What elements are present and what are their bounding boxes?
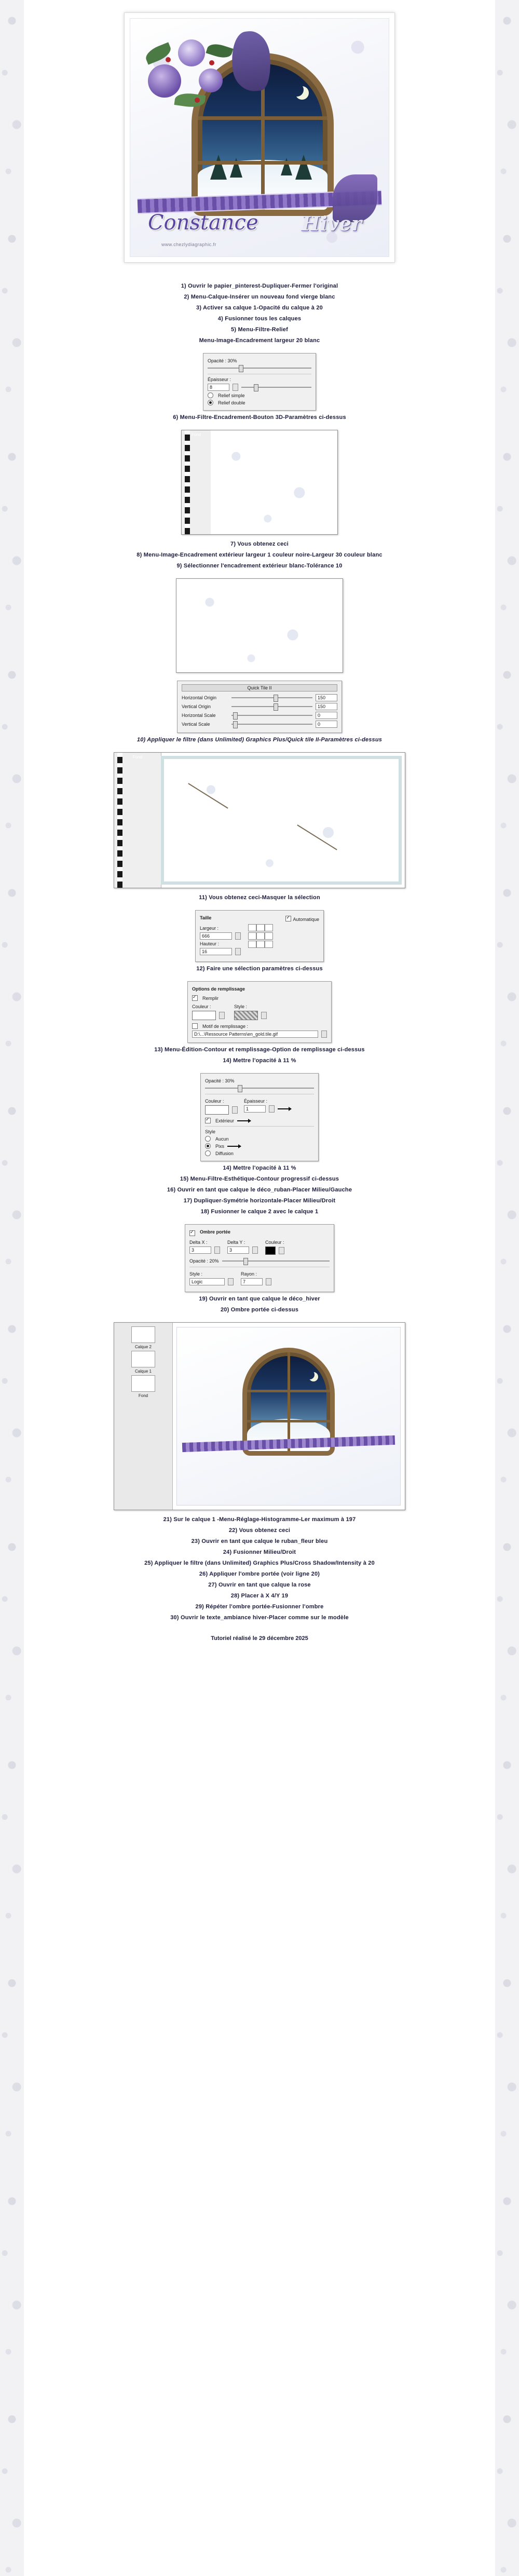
step-14: 14) Mettre l'opacité à 11 % <box>223 1057 296 1064</box>
step-21: 20) Ombre portée ci-dessus <box>220 1307 299 1313</box>
fill-style-label: Style : <box>234 1004 248 1009</box>
leaf-shape <box>174 91 206 109</box>
step-28: 27) Ouvrir en tant que calque la rose <box>208 1582 311 1588</box>
step-2: 2) Menu-Calque-Insérer un nouveau fond vierge blanc <box>184 294 335 300</box>
layer2-label: Calque 2 <box>134 1345 152 1349</box>
qt-row-1-label: Vertical Origin <box>182 704 211 709</box>
moon-icon <box>290 83 304 97</box>
spinner-icon[interactable] <box>235 932 241 940</box>
shadow-dialog-title: Ombre portée <box>200 1229 231 1235</box>
step-10: 10) Appliquer le filtre (dans Unlimited) Graphics Plus/Quick tile II-Paramètres ci-dessus <box>136 737 383 743</box>
fill-color-label: Couleur : <box>192 1004 211 1009</box>
selection-size-dialog[interactable] <box>195 910 324 962</box>
fill-dialog-title: Options de remplissage <box>192 986 245 992</box>
contour-style-diffusion: Diffusion <box>215 1150 234 1156</box>
spinner-icon[interactable] <box>266 1278 271 1285</box>
step-31: 30) Ouvrir le texte_ambiance hiver-Placer comme sur le modèle <box>170 1615 349 1621</box>
anchor-cell[interactable] <box>256 932 265 940</box>
leaf-shape <box>206 41 233 61</box>
contour-thickness-label: Épaisseur : <box>244 1099 268 1104</box>
emboss-thickness-value[interactable]: 8 <box>208 384 229 391</box>
window-mullion-vertical <box>288 1352 290 1451</box>
tag-inner-paper <box>130 18 389 257</box>
shadow-checkbox-icon[interactable] <box>189 1230 195 1236</box>
step-27: 26) Appliquer l'ombre portée (voir ligne 20) <box>199 1571 320 1577</box>
step-30: 29) Répéter l'ombre portée-Fusionner l'ombre <box>195 1604 324 1610</box>
step-23: 22) Vous obtenez ceci <box>228 1527 291 1534</box>
contour-style-none: Aucun <box>215 1136 229 1142</box>
step-26: 25) Appliquer le filtre (dans Unlimited) Graphics Plus/Cross Shadow/Intensity à 20 <box>144 1560 375 1566</box>
shadow-color-label: Couleur : <box>265 1240 284 1245</box>
step-25: 24) Fusionner Milieu/Droit <box>223 1549 296 1555</box>
berry-shape <box>166 57 171 62</box>
shadow-style-label: Style : <box>189 1271 203 1277</box>
guide-line <box>188 783 228 808</box>
layer-thumbnail[interactable] <box>131 1375 155 1392</box>
width-input[interactable]: 666 <box>200 932 232 940</box>
canvas-area <box>176 579 343 672</box>
step-17: 16) Ouvrir en tant que calque le déco_ruban-Placer Milieu/Gauche <box>167 1187 352 1193</box>
contour-thickness-value[interactable]: 1 <box>244 1105 266 1113</box>
shadow-style-select[interactable]: Logic <box>189 1278 225 1285</box>
window-scene <box>247 1352 330 1451</box>
step-19: 18) Fusionner le calque 2 avec le calque 1 <box>200 1209 319 1215</box>
window-mullion-horizontal <box>247 1420 330 1422</box>
anchor-cell[interactable] <box>265 932 273 940</box>
arrow-icon <box>237 1120 251 1121</box>
dropdown-icon[interactable] <box>261 1012 267 1019</box>
step-11: 11) Vous obtenez ceci-Masquer la sélection <box>199 894 320 901</box>
tag-preview-image <box>124 12 395 263</box>
qt-row-1-value[interactable]: 150 <box>316 703 337 710</box>
step-13: 13) Menu-Édition-Contour et remplissage-Option de remplissage ci-dessus <box>154 1047 365 1053</box>
spinner-icon[interactable] <box>252 1246 258 1254</box>
spinner-icon[interactable] <box>214 1246 220 1254</box>
berry-shape <box>195 98 200 103</box>
step-8: 8) Menu-Image-Encadrement extérieur largeur 1 couleur noire-Largeur 30 couleur blanc <box>136 552 383 558</box>
workspace-screenshot-1 <box>181 430 338 535</box>
emboss-thickness-label: Épaisseur : <box>208 377 231 382</box>
step-3: 3) Activer sa calque 1-Opacité du calque à 20 <box>196 305 323 311</box>
pattern-path-input[interactable]: D:\...\Ressource Patterns\en_gold.tile.gif <box>192 1031 318 1038</box>
emboss-opacity-label: Opacité : 30% <box>208 358 237 363</box>
spinner-icon[interactable] <box>233 384 238 391</box>
step-5: 5) Menu-Filtre-Relief <box>231 327 288 333</box>
step-6: 6) Menu-Filtre-Encadrement-Bouton 3D-Paramètres ci-dessus <box>173 414 346 421</box>
progressive-contour-dialog[interactable] <box>200 1073 319 1161</box>
step-24: 23) Ouvrir en tant que calque le ruban_fleur bleu <box>191 1538 328 1544</box>
anchor-cell[interactable] <box>256 924 265 931</box>
layer-thumbnail[interactable] <box>131 1351 155 1367</box>
contour-color-label: Couleur : <box>205 1099 224 1104</box>
layers-palette[interactable] <box>114 1323 173 1510</box>
step-4: 4) Fusionner tous les calques <box>217 316 302 322</box>
credit-url: www.chezlydiagraphic.fr <box>161 242 216 247</box>
layer1-label: Calque 1 <box>134 1369 152 1374</box>
radio-style-diffusion-icon[interactable] <box>205 1150 211 1156</box>
shadow-dy-label: Delta Y : <box>227 1240 245 1245</box>
qt-row-0-slider[interactable] <box>231 695 312 701</box>
pattern-check-label: Motif de remplissage : <box>202 1023 249 1029</box>
dropdown-icon[interactable] <box>279 1247 284 1254</box>
shadow-dx-input[interactable]: 3 <box>189 1246 211 1254</box>
step-1: 1) Ouvrir le papier_pinterest-Dupliquer-Fermer l'original <box>181 283 338 289</box>
fill-style-swatch[interactable] <box>234 1011 258 1020</box>
flower-shape <box>148 64 181 98</box>
qt-row-3-slider[interactable] <box>231 721 312 727</box>
shadow-opacity-slider[interactable] <box>222 1258 330 1264</box>
shadow-dx-label: Delta X : <box>189 1240 208 1245</box>
drop-shadow-dialog[interactable] <box>185 1224 334 1292</box>
fond-label: Fond <box>138 1393 148 1398</box>
anchor-cell[interactable] <box>256 941 265 948</box>
anchor-cell[interactable] <box>265 941 273 948</box>
flower-shape <box>199 69 223 92</box>
tag-subtitle-text: Hiver <box>301 212 362 235</box>
film-strip-panel <box>114 753 161 888</box>
step-12: 12) Faire une sélection paramètres ci-dessus <box>196 966 323 972</box>
tutorial-content <box>31 0 488 1662</box>
footer-note: Tutoriel réalisé le 29 décembre 2025 <box>211 1635 308 1642</box>
contour-opacity-label: Opacité : 30% <box>205 1078 235 1083</box>
fill-checkbox-icon[interactable] <box>192 995 198 1001</box>
floral-cluster <box>145 32 243 120</box>
emboss-dialog[interactable] <box>203 353 316 411</box>
workspace-screenshot-final <box>114 1322 405 1510</box>
radio-style-pixel-icon[interactable] <box>205 1143 211 1149</box>
arrow-icon <box>227 1146 241 1147</box>
spinner-icon[interactable] <box>269 1105 275 1113</box>
dropdown-icon[interactable] <box>219 1012 225 1019</box>
fill-color-swatch[interactable] <box>192 1011 216 1020</box>
step-20: 19) Ouvrir en tant que calque le déco_hiver <box>199 1296 320 1302</box>
moon-icon <box>305 1370 315 1379</box>
shadow-radius-input[interactable]: 7 <box>241 1278 263 1285</box>
qt-row-1-slider[interactable] <box>231 703 312 710</box>
workspace-screenshot-2 <box>176 578 343 673</box>
emboss-option-double: Relief double <box>218 400 245 405</box>
qt-row-0-label: Horizontal Origin <box>182 695 217 700</box>
layer-fond-label: Fond <box>191 432 201 437</box>
spinner-icon[interactable] <box>235 948 241 955</box>
dropdown-icon[interactable] <box>228 1278 234 1285</box>
radio-double-relief-icon[interactable] <box>208 400 213 405</box>
step-16: 15) Menu-Filtre-Esthétique-Contour progressif ci-dessus <box>180 1176 339 1182</box>
snowflake-border-right <box>495 0 519 2576</box>
fill-options-dialog[interactable] <box>187 981 332 1043</box>
step-15: 14) Mettre l'opacité à 11 % <box>223 1165 296 1171</box>
arrow-icon <box>278 1108 291 1109</box>
fill-check-label: Remplir <box>202 995 219 1001</box>
window-mullion-horizontal <box>198 161 327 165</box>
pine-tree <box>295 155 312 180</box>
step-18: 17) Dupliquer-Symétrie horizontale-Placer Milieu/Droit <box>183 1198 336 1204</box>
shadow-opacity-label: Opacité : 20% <box>189 1258 219 1264</box>
shadow-dy-input[interactable]: 3 <box>227 1246 249 1254</box>
contour-color-swatch[interactable] <box>205 1105 229 1115</box>
quick-tile-title: Quick Tile II <box>182 684 337 692</box>
contour-exterior-label: Extérieur <box>215 1118 235 1123</box>
radio-style-none-icon[interactable] <box>205 1136 211 1142</box>
width-label: Largeur : <box>200 926 219 931</box>
size-dialog-title: Taille <box>200 915 212 920</box>
step-29: 28) Placer à X 4/Y 19 <box>230 1593 289 1599</box>
auto-checkbox-icon[interactable] <box>285 916 291 921</box>
canvas-area <box>176 1327 401 1506</box>
contour-opacity-slider[interactable] <box>205 1085 314 1091</box>
emboss-option-simple: Relief simple <box>218 392 245 398</box>
anchor-cell[interactable] <box>248 941 256 948</box>
qt-row-2-slider[interactable] <box>231 712 312 718</box>
qt-row-2-label: Horizontal Scale <box>182 713 216 718</box>
anchor-cell[interactable] <box>248 932 256 940</box>
anchor-cell[interactable] <box>248 924 256 931</box>
pine-tree <box>210 155 227 180</box>
emboss-opacity-slider[interactable] <box>208 365 311 371</box>
guide-line <box>297 824 337 850</box>
browse-icon[interactable] <box>321 1031 327 1038</box>
dropdown-icon[interactable] <box>232 1106 238 1114</box>
qt-row-3-value[interactable]: 0 <box>316 721 337 728</box>
contour-style-pixel: Pixs <box>215 1143 225 1149</box>
snowflake-border-left <box>0 0 24 2576</box>
emboss-thickness-slider[interactable] <box>241 384 311 390</box>
window-mullion-horizontal <box>247 1390 330 1392</box>
tag-title-text: Constance <box>148 211 258 235</box>
flower-shape <box>178 39 205 66</box>
anchor-grid[interactable] <box>248 924 272 948</box>
canvas-area <box>211 430 337 534</box>
shadow-radius-label: Rayon : <box>241 1271 257 1277</box>
layer-thumbnail[interactable] <box>131 1326 155 1343</box>
contour-style-label: Style <box>205 1129 216 1134</box>
step-7: 7) Vous obtenez ceci <box>230 541 289 547</box>
canvas-area <box>161 756 402 885</box>
step-22: 21) Sur le calque 1 -Menu-Réglage-Histogramme-Ler maximum à 197 <box>163 1516 356 1523</box>
qt-row-0-value[interactable]: 150 <box>316 694 337 701</box>
qt-row-2-value[interactable]: 0 <box>316 712 337 719</box>
shadow-color-swatch[interactable] <box>265 1246 276 1255</box>
anchor-cell[interactable] <box>265 924 273 931</box>
pattern-checkbox-icon[interactable] <box>192 1023 198 1029</box>
film-strip-panel <box>182 430 211 534</box>
exterior-checkbox-icon[interactable] <box>205 1118 211 1123</box>
workspace-screenshot-3 <box>114 752 405 888</box>
auto-label: Automatique <box>293 917 319 922</box>
radio-simple-relief-icon[interactable] <box>208 392 213 398</box>
step-9: 9) Sélectionner l'encadrement extérieur blanc-Tolérance 10 <box>176 563 343 569</box>
berry-shape <box>209 60 214 65</box>
height-label: Hauteur : <box>200 941 220 946</box>
quick-tile-dialog[interactable] <box>177 681 342 733</box>
step-5b: Menu-Image-Encadrement largeur 20 blanc <box>199 337 320 344</box>
layer-fond-label: Fond <box>132 755 143 760</box>
height-input[interactable]: 16 <box>200 948 232 955</box>
qt-row-3-label: Vertical Scale <box>182 722 210 727</box>
